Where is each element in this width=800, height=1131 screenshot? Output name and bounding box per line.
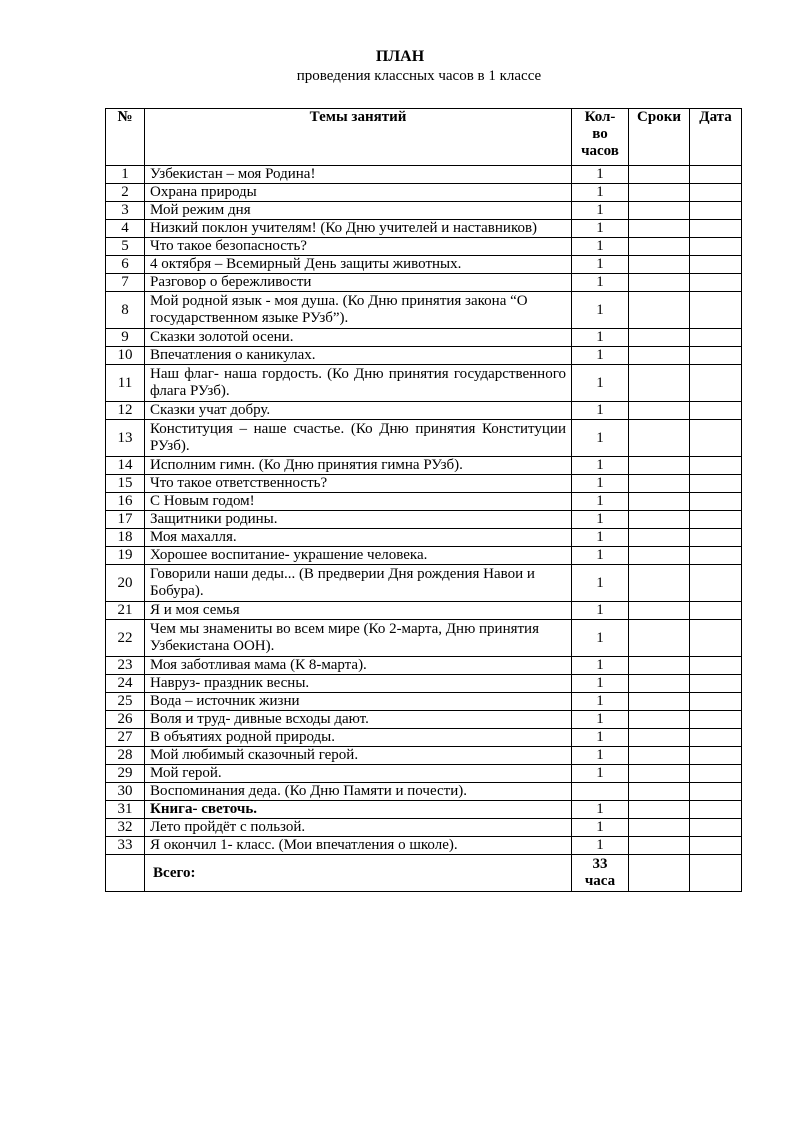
row-topic: Узбекистан – моя Родина!: [145, 166, 572, 184]
row-deadline-cell: [629, 801, 690, 819]
table-row: [106, 292, 742, 329]
table-row: [106, 238, 742, 256]
row-topic: Лето пройдёт с пользой.: [145, 819, 572, 837]
row-hours: 1: [572, 347, 629, 365]
row-hours: 1: [572, 166, 629, 184]
total-number-cell: [106, 855, 145, 892]
row-deadline-cell: [629, 711, 690, 729]
row-topic: Мой герой.: [145, 765, 572, 783]
row-date-cell: [690, 620, 742, 657]
row-topic: 4 октября – Всемирный День защиты животных.: [145, 256, 572, 274]
row-number: 12: [106, 402, 145, 420]
table-row: [106, 819, 742, 837]
table-row: [106, 620, 742, 657]
row-hours: [572, 783, 629, 801]
row-hours: 1: [572, 184, 629, 202]
row-hours: 1: [572, 238, 629, 256]
row-topic: Книга- светочь.: [145, 801, 572, 819]
row-number: 4: [106, 220, 145, 238]
row-deadline-cell: [629, 402, 690, 420]
row-topic: Защитники родины.: [145, 511, 572, 529]
header-date: Дата: [690, 109, 742, 166]
row-hours: 1: [572, 329, 629, 347]
row-number: 5: [106, 238, 145, 256]
row-hours: 1: [572, 711, 629, 729]
row-date-cell: [690, 511, 742, 529]
row-topic: Что такое безопасность?: [145, 238, 572, 256]
row-date-cell: [690, 420, 742, 457]
table-row: [106, 274, 742, 292]
row-deadline-cell: [629, 347, 690, 365]
table-row: [106, 493, 742, 511]
row-topic: Впечатления о каникулах.: [145, 347, 572, 365]
row-hours: 1: [572, 765, 629, 783]
row-date-cell: [690, 657, 742, 675]
header-number: №: [106, 109, 145, 166]
table-row: [106, 202, 742, 220]
row-number: 31: [106, 801, 145, 819]
table-row: [106, 801, 742, 819]
row-deadline-cell: [629, 529, 690, 547]
row-number: 18: [106, 529, 145, 547]
row-topic: Конституция – наше счастье. (Ко Дню принятия Конституции РУзб).: [145, 420, 572, 457]
row-date-cell: [690, 292, 742, 329]
table-row: [106, 347, 742, 365]
table-row: [106, 565, 742, 602]
table-row: [106, 420, 742, 457]
row-topic: Воспоминания деда. (Ко Дню Памяти и почести).: [145, 783, 572, 801]
row-topic: Хорошее воспитание- украшение человека.: [145, 547, 572, 565]
row-deadline-cell: [629, 675, 690, 693]
row-number: 1: [106, 166, 145, 184]
row-date-cell: [690, 493, 742, 511]
row-hours: 1: [572, 529, 629, 547]
row-deadline-cell: [629, 602, 690, 620]
row-topic: Воля и труд- дивные всходы дают.: [145, 711, 572, 729]
row-number: 17: [106, 511, 145, 529]
row-date-cell: [690, 675, 742, 693]
row-number: 19: [106, 547, 145, 565]
table-row: [106, 693, 742, 711]
total-row: [106, 855, 742, 892]
row-topic: Навруз- праздник весны.: [145, 675, 572, 693]
row-hours: 1: [572, 620, 629, 657]
row-date-cell: [690, 184, 742, 202]
row-deadline-cell: [629, 238, 690, 256]
row-topic: Разговор о бережливости: [145, 274, 572, 292]
row-deadline-cell: [629, 729, 690, 747]
table-row: [106, 602, 742, 620]
row-date-cell: [690, 729, 742, 747]
table-row: [106, 166, 742, 184]
row-hours: 1: [572, 602, 629, 620]
row-hours: 1: [572, 657, 629, 675]
row-deadline-cell: [629, 783, 690, 801]
row-hours: 1: [572, 274, 629, 292]
row-topic: Я окончил 1- класс. (Мои впечатления о школе).: [145, 837, 572, 855]
table-row: [106, 511, 742, 529]
row-topic: Чем мы знамениты во всем мире (Ко 2-марта, Дню принятия Узбекистана ООН).: [145, 620, 572, 657]
total-deadline-cell: [629, 855, 690, 892]
row-topic: Мой родной язык - моя душа. (Ко Дню принятия закона “О государственном языке РУзб”).: [145, 292, 572, 329]
row-number: 33: [106, 837, 145, 855]
row-number: 28: [106, 747, 145, 765]
row-deadline-cell: [629, 765, 690, 783]
row-topic: Охрана природы: [145, 184, 572, 202]
row-number: 7: [106, 274, 145, 292]
row-number: 26: [106, 711, 145, 729]
row-deadline-cell: [629, 220, 690, 238]
row-deadline-cell: [629, 274, 690, 292]
row-topic: Моя заботливая мама (К 8-марта).: [145, 657, 572, 675]
row-hours: 1: [572, 675, 629, 693]
row-number: 14: [106, 457, 145, 475]
row-date-cell: [690, 256, 742, 274]
row-topic: Сказки учат добру.: [145, 402, 572, 420]
row-date-cell: [690, 765, 742, 783]
row-deadline-cell: [629, 747, 690, 765]
row-deadline-cell: [629, 657, 690, 675]
table-row: [106, 457, 742, 475]
header-deadline: Сроки: [629, 109, 690, 166]
table-row: [106, 765, 742, 783]
row-hours: 1: [572, 402, 629, 420]
table-row: [106, 783, 742, 801]
table-row: [106, 365, 742, 402]
row-number: 29: [106, 765, 145, 783]
total-label: Всего:: [145, 855, 572, 892]
row-deadline-cell: [629, 819, 690, 837]
document-subtitle: проведения классных часов в 1 классе: [296, 68, 542, 84]
row-date-cell: [690, 837, 742, 855]
table-row: [106, 547, 742, 565]
row-hours: 1: [572, 837, 629, 855]
row-number: 22: [106, 620, 145, 657]
row-hours: 1: [572, 747, 629, 765]
row-hours: 1: [572, 220, 629, 238]
row-date-cell: [690, 801, 742, 819]
row-date-cell: [690, 747, 742, 765]
row-topic: Исполним гимн. (Ко Дню принятия гимна РУзб).: [145, 457, 572, 475]
row-hours: 1: [572, 565, 629, 602]
row-deadline-cell: [629, 184, 690, 202]
row-date-cell: [690, 202, 742, 220]
table-row: [106, 256, 742, 274]
row-hours: 1: [572, 819, 629, 837]
row-number: 8: [106, 292, 145, 329]
row-topic: Сказки золотой осени.: [145, 329, 572, 347]
row-number: 24: [106, 675, 145, 693]
row-date-cell: [690, 819, 742, 837]
table-row: [106, 329, 742, 347]
row-date-cell: [690, 711, 742, 729]
row-topic: Мой любимый сказочный герой.: [145, 747, 572, 765]
row-hours: 1: [572, 256, 629, 274]
row-topic: Моя махалля.: [145, 529, 572, 547]
row-hours: 1: [572, 420, 629, 457]
row-date-cell: [690, 220, 742, 238]
table-row: [106, 184, 742, 202]
row-topic: Что такое ответственность?: [145, 475, 572, 493]
row-number: 2: [106, 184, 145, 202]
table-body: [106, 166, 742, 855]
row-number: 25: [106, 693, 145, 711]
row-topic: Вода – источник жизни: [145, 693, 572, 711]
table-row: [106, 529, 742, 547]
table-row: [106, 220, 742, 238]
row-deadline-cell: [629, 166, 690, 184]
row-number: 27: [106, 729, 145, 747]
row-topic: Низкий поклон учителям! (Ко Дню учителей и наставников): [145, 220, 572, 238]
row-deadline-cell: [629, 365, 690, 402]
table-row: [106, 837, 742, 855]
row-deadline-cell: [629, 547, 690, 565]
row-number: 9: [106, 329, 145, 347]
row-hours: 1: [572, 202, 629, 220]
document-title: ПЛАН: [375, 48, 425, 65]
row-topic: Говорили наши деды... (В предверии Дня рождения Навои и Бобура).: [145, 565, 572, 602]
row-date-cell: [690, 693, 742, 711]
row-deadline-cell: [629, 457, 690, 475]
row-number: 20: [106, 565, 145, 602]
table-row: [106, 711, 742, 729]
row-deadline-cell: [629, 292, 690, 329]
table-row: [106, 729, 742, 747]
row-deadline-cell: [629, 620, 690, 657]
lesson-plan-table: [105, 108, 742, 892]
row-number: 13: [106, 420, 145, 457]
row-number: 6: [106, 256, 145, 274]
row-number: 16: [106, 493, 145, 511]
table-row: [106, 747, 742, 765]
row-hours: 1: [572, 493, 629, 511]
row-hours: 1: [572, 693, 629, 711]
row-date-cell: [690, 329, 742, 347]
total-hours: 33 часа: [572, 855, 629, 892]
row-date-cell: [690, 547, 742, 565]
row-hours: 1: [572, 511, 629, 529]
total-date-cell: [690, 855, 742, 892]
row-number: 10: [106, 347, 145, 365]
header-topic: Темы занятий: [145, 109, 572, 166]
row-hours: 1: [572, 292, 629, 329]
row-deadline-cell: [629, 420, 690, 457]
row-date-cell: [690, 347, 742, 365]
row-date-cell: [690, 602, 742, 620]
row-topic: В объятиях родной природы.: [145, 729, 572, 747]
row-number: 32: [106, 819, 145, 837]
row-hours: 1: [572, 365, 629, 402]
row-deadline-cell: [629, 511, 690, 529]
row-topic: Мой режим дня: [145, 202, 572, 220]
row-deadline-cell: [629, 493, 690, 511]
row-topic: Я и моя семья: [145, 602, 572, 620]
table-row: [106, 402, 742, 420]
row-topic: Наш флаг- наша гордость. (Ко Дню принятия государственного флага РУзб).: [145, 365, 572, 402]
row-number: 11: [106, 365, 145, 402]
row-date-cell: [690, 457, 742, 475]
row-date-cell: [690, 166, 742, 184]
row-deadline-cell: [629, 837, 690, 855]
table-row: [106, 675, 742, 693]
row-deadline-cell: [629, 565, 690, 602]
row-hours: 1: [572, 801, 629, 819]
row-number: 30: [106, 783, 145, 801]
row-number: 3: [106, 202, 145, 220]
row-date-cell: [690, 238, 742, 256]
row-hours: 1: [572, 475, 629, 493]
row-number: 15: [106, 475, 145, 493]
table-row: [106, 657, 742, 675]
row-date-cell: [690, 402, 742, 420]
row-number: 21: [106, 602, 145, 620]
row-hours: 1: [572, 547, 629, 565]
row-date-cell: [690, 783, 742, 801]
table-header-row: [106, 109, 742, 166]
row-deadline-cell: [629, 329, 690, 347]
row-date-cell: [690, 529, 742, 547]
row-deadline-cell: [629, 202, 690, 220]
row-hours: 1: [572, 729, 629, 747]
header-hours: Кол-во часов: [572, 109, 629, 166]
row-date-cell: [690, 274, 742, 292]
row-hours: 1: [572, 457, 629, 475]
row-date-cell: [690, 365, 742, 402]
row-deadline-cell: [629, 693, 690, 711]
row-topic: С Новым годом!: [145, 493, 572, 511]
row-date-cell: [690, 565, 742, 602]
row-number: 23: [106, 657, 145, 675]
row-date-cell: [690, 475, 742, 493]
row-deadline-cell: [629, 475, 690, 493]
table-row: [106, 475, 742, 493]
row-deadline-cell: [629, 256, 690, 274]
